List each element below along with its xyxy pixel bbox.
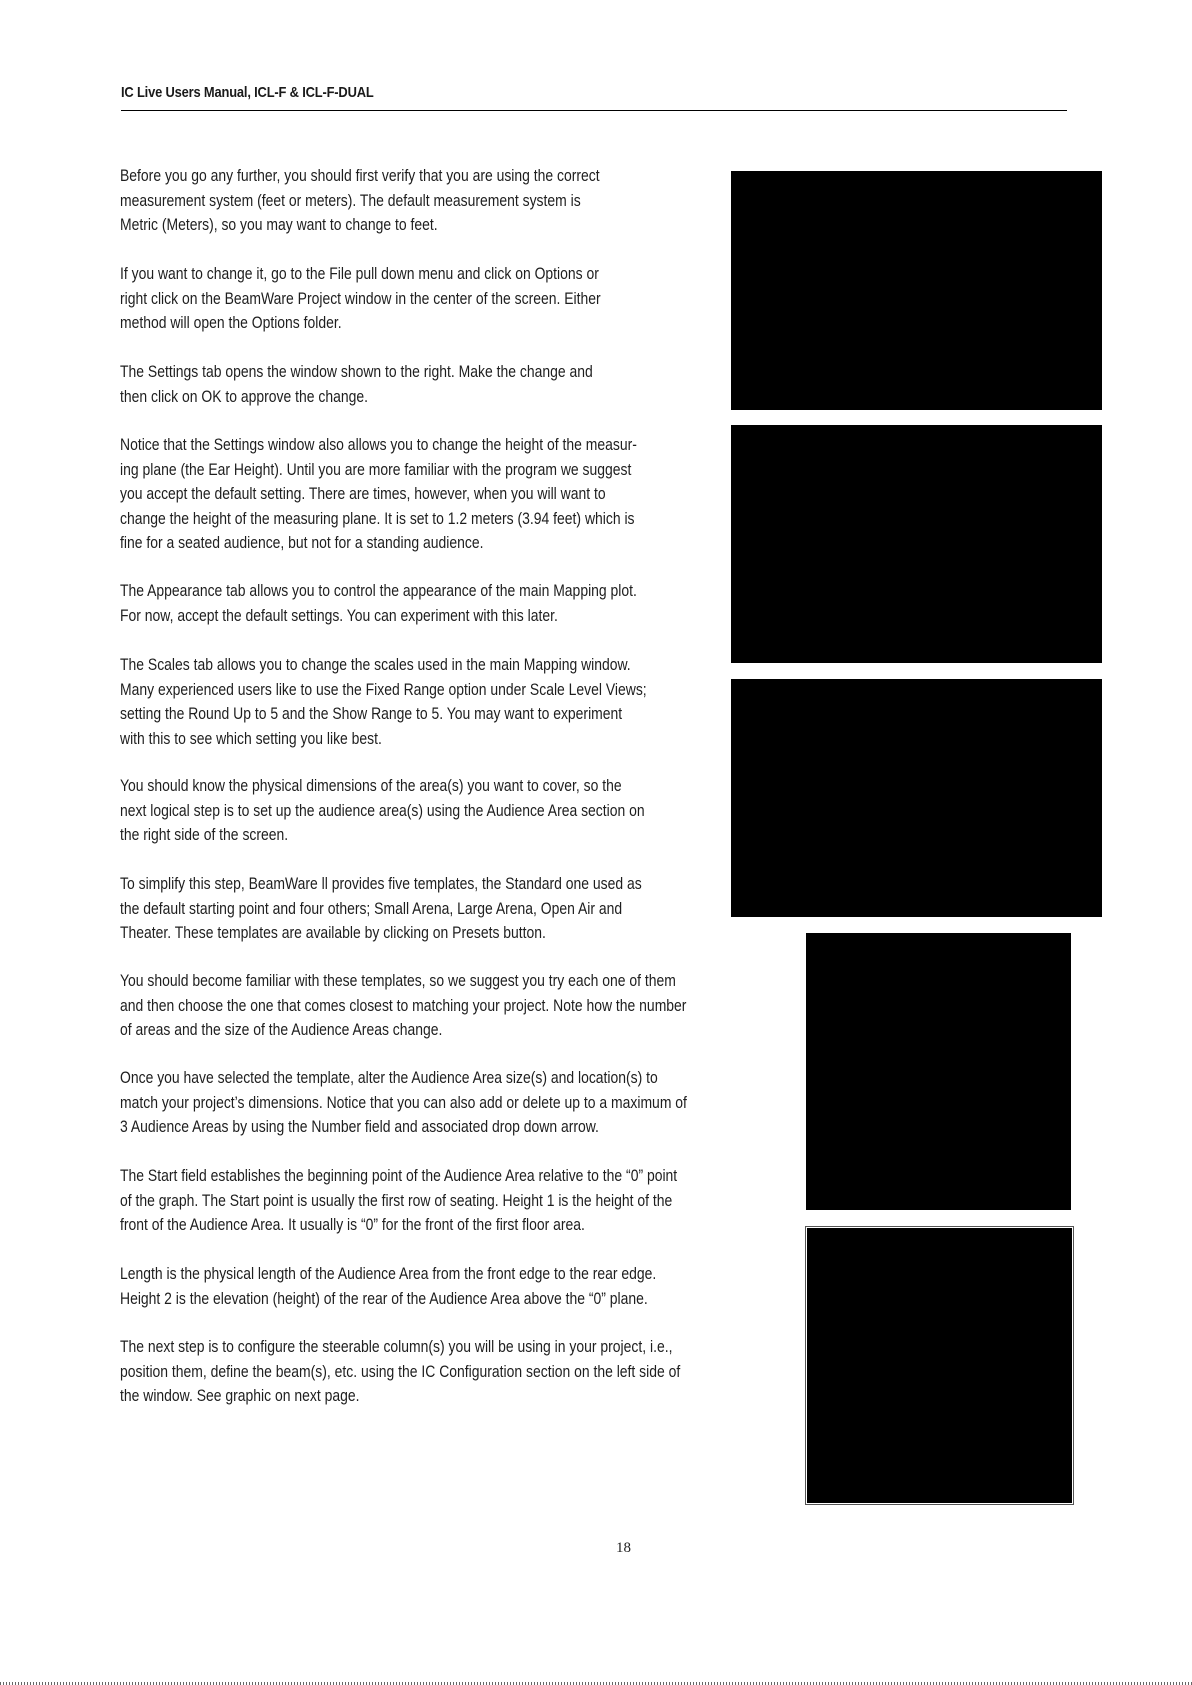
audience-area-screenshot	[806, 933, 1071, 1210]
paragraph-next-step: The next step is to configure the steerable column(s) you will be using in your project, i.e., position them, define the beam(s), etc. using the IC Configuration section on the left side of the window. See graphic on next page.	[120, 1337, 681, 1405]
paragraph-measurement-system: Before you go any further, you should first verify that you are using the correct measurement system (feet or meters). The default measurement system is Metric (Meters), so you may want to change to feet.	[120, 166, 600, 234]
page-number: 18	[616, 1540, 631, 1556]
paragraph-settings-tab: The Settings tab opens the window shown to the right. Make the change and then click on OK to approve the change.	[120, 362, 593, 406]
settings-tab-screenshot	[731, 171, 1102, 410]
paragraph-familiar-templates: You should become familiar with these templates, so we suggest you try each one of them and then choose the one that comes closest to matching your project. Note how the number of areas and the size of the Audience Areas change.	[120, 971, 687, 1039]
audience-presets-screenshot	[807, 1228, 1072, 1503]
page-header-title: IC Live Users Manual, ICL-F & ICL-F-DUAL	[121, 84, 374, 101]
paragraph-ear-height: Notice that the Settings window also allows you to change the height of the measur- ing plane (the Ear Height). Until you are more familiar with the program we suggest you accept the default setting. There are times, however, when you will want to change the height of the measuring plane. It is set to 1.2 meters (3.94 feet) which is fine for a seated audience, but not for a standing audience.	[120, 435, 637, 552]
paragraph-change-options: If you want to change it, go to the File pull down menu and click on Options or right click on the BeamWare Project window in the center of the screen. Either method will open the Options folder.	[120, 264, 601, 332]
paragraph-appearance-tab: The Appearance tab allows you to control the appearance of the main Mapping plot. For now, accept the default settings. You can experiment with this later.	[120, 581, 637, 625]
paragraph-alter-template: Once you have selected the template, alter the Audience Area size(s) and location(s) to match your project’s dimensions. Notice that you can also add or delete up to a maximum of 3 Audience Areas by using the Number field and associated drop down arrow.	[120, 1068, 687, 1136]
header-rule	[121, 110, 1067, 111]
paragraph-length-height: Length is the physical length of the Audience Area from the front edge to the rear edge. Height 2 is the elevation (height) of the rear of the Audience Area above the “0” plane.	[120, 1264, 657, 1308]
paragraph-templates: To simplify this step, BeamWare ll provides five templates, the Standard one used as the default starting point and four others; Small Arena, Large Arena, Open Air and Theater. These templates are available by clicking on Presets button.	[120, 874, 642, 942]
paragraph-scales-tab: The Scales tab allows you to change the scales used in the main Mapping window. Many experienced users like to use the Fixed Range option under Scale Level Views; setting the Round Up to 5 and the Show Range to 5. You may want to experiment with this to see which setting you like best.	[120, 655, 647, 748]
paragraph-audience-area: You should know the physical dimensions of the area(s) you want to cover, so the next logical step is to set up the audience area(s) using the Audience Area section on the right side of the screen.	[120, 776, 645, 844]
scales-tab-screenshot	[731, 679, 1102, 917]
appearance-tab-screenshot	[731, 425, 1102, 663]
paragraph-start-field: The Start field establishes the beginning point of the Audience Area relative to the “0” point of the graph. The Start point is usually the first row of seating. Height 1 is the height of the front of the Audience Area. It usually is “0” for the front of the first floor area.	[120, 1166, 678, 1234]
